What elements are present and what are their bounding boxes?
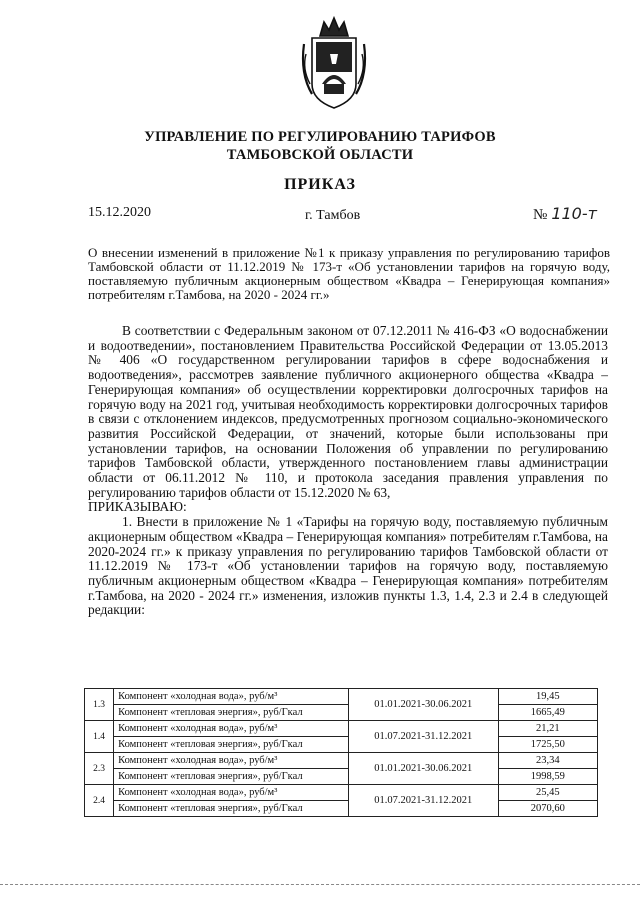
value-cell: 2070,60 [498, 801, 597, 817]
value-cell: 21,21 [498, 721, 597, 737]
value-cell: 1998,59 [498, 769, 597, 785]
table-row [85, 737, 598, 753]
document-number [533, 204, 597, 224]
period-cell: 01.07.2021-31.12.2021 [349, 721, 499, 753]
period-cell: 01.01.2021-30.06.2021 [349, 689, 499, 721]
period-cell: 01.01.2021-30.06.2021 [349, 753, 499, 785]
value-cell: 1725,50 [498, 737, 597, 753]
row-number: 1.4 [85, 721, 114, 753]
table-row [85, 705, 598, 721]
value-cell: 25,45 [498, 785, 597, 801]
row-number: 1.3 [85, 689, 114, 721]
handwritten-number: 110-т [551, 204, 597, 223]
table-row [85, 753, 598, 769]
table-row [85, 769, 598, 785]
item-1-paragraph: 1. Внести в приложение № 1 «Тарифы на горячую воду, поставляемую публичным акционерным обществом «Квадра – Генерирующая компания» потребителям г.Тамбова, на 2020-2024 гг.» к приказу управления по регулированию тарифов Тамбовской области от 11.12.2019 № 173-т «Об установлении тарифов на горячую воду, поставляемую публичным акционерным обществом «Квадра – Генерирующая компания» потребителям г.Тамбова, на 2020 - 2024 гг.» изменения, изложив пункты 1.3, 1.4, 2.3 и 2.4 в следующей редакции: [88, 514, 608, 618]
value-cell: 19,45 [498, 689, 597, 705]
component-label: Компонент «холодная вода», руб/м³ [114, 753, 349, 769]
tambov-coat-of-arms-icon [298, 14, 370, 112]
value-cell: 23,34 [498, 753, 597, 769]
component-label: Компонент «холодная вода», руб/м³ [114, 689, 349, 705]
organization-name: УПРАВЛЕНИЕ ПО РЕГУЛИРОВАНИЮ ТАРИФОВ [144, 129, 496, 145]
organization-region: ТАМБОВСКОЙ ОБЛАСТИ [226, 147, 414, 163]
document-body [88, 324, 608, 618]
component-label: Компонент «тепловая энергия», руб/Гкал [114, 801, 349, 817]
document-type: ПРИКАЗ [284, 176, 356, 193]
value-cell: 1665,49 [498, 705, 597, 721]
table-row [85, 801, 598, 817]
preamble-paragraph: В соответствии с Федеральным законом от 07.12.2011 № 416-ФЗ «О водоснабжении и водоотведении», постановлением Правительства Российской Федерации от 13.05.2013 № 406 «О государственном регулировании тарифов в сфере водоснабжения и водоотведения», рассмотрев заявление публичного акционерного общества «Квадра – Генерирующая компания» об осуществлении корректировки долгосрочных тарифов на горячую воду на 2021 год, учитывая необходимость корректировки долгосрочных тарифов в связи с отклонением индексов, предусмотренных прогнозом социально-экономического развития Российской Федерации, от значений, которые были использованы при установлении тарифов, на основании Положения об управлении по регулированию тарифов Тамбовской области, утвержденного постановлением главы администрации области от 06.11.2012 № 110, и протокола заседания правления управления по регулированию тарифов области от 15.12.2020 № 63, [88, 323, 608, 500]
component-label: Компонент «тепловая энергия», руб/Гкал [114, 705, 349, 721]
document-city: г. Тамбов [305, 208, 361, 223]
component-label: Компонент «холодная вода», руб/м³ [114, 721, 349, 737]
table-row [85, 785, 598, 801]
component-label: Компонент «холодная вода», руб/м³ [114, 785, 349, 801]
order-word: ПРИКАЗЫВАЮ: [88, 499, 187, 515]
component-label: Компонент «тепловая энергия», руб/Гкал [114, 737, 349, 753]
period-cell: 01.07.2021-31.12.2021 [349, 785, 499, 817]
row-number: 2.3 [85, 753, 114, 785]
document-date: 15.12.2020 [88, 205, 151, 220]
row-number: 2.4 [85, 785, 114, 817]
scan-edge-divider [0, 884, 640, 885]
table-row [85, 721, 598, 737]
component-label: Компонент «тепловая энергия», руб/Гкал [114, 769, 349, 785]
number-sign: № [533, 207, 548, 223]
tariffs-table [84, 688, 598, 817]
table-row [85, 689, 598, 705]
document-title: О внесении изменений в приложение №1 к приказу управления по регулированию тарифов Тамбовской области от 11.12.2019 № 173-т «Об установлении тарифов на горячую воду, поставляемую публичным акционерным обществом «Квадра – Генерирующая компания» потребителям г.Тамбова, на 2020 - 2024 гг.» [88, 245, 610, 302]
